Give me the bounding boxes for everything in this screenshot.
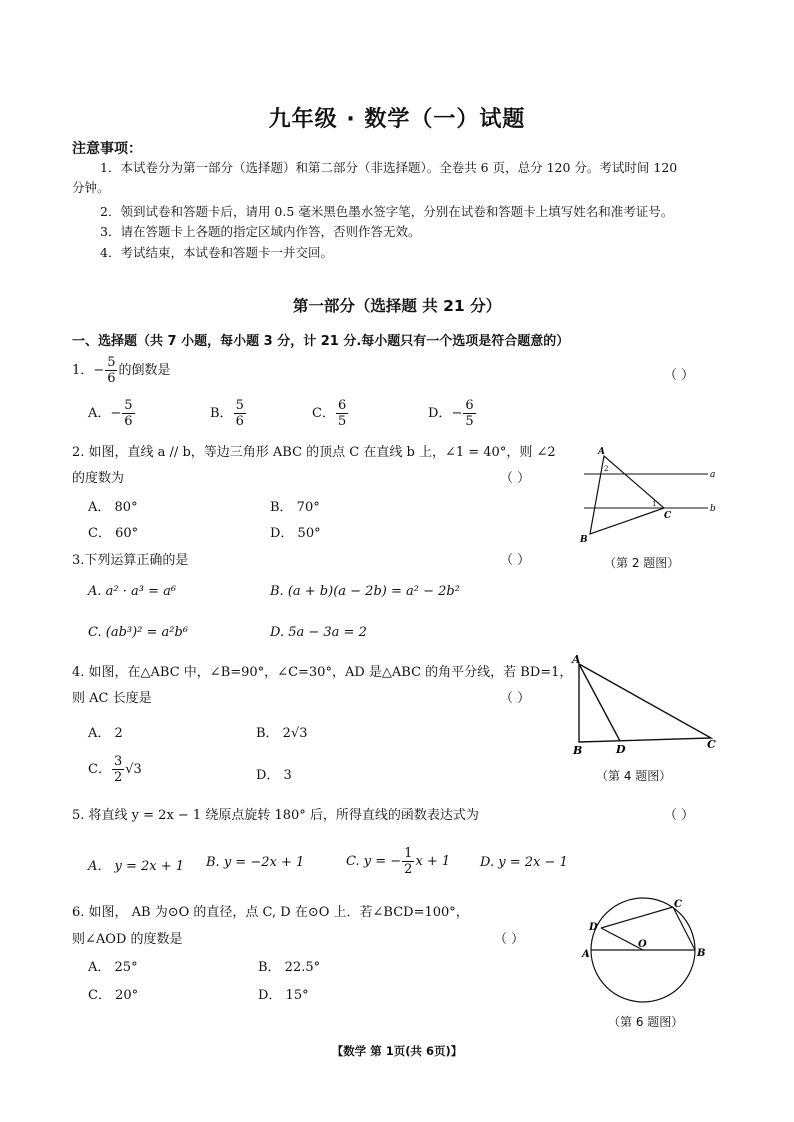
q6-option-d[interactable]: D． 15° xyxy=(258,988,309,1003)
q2-label-b-vertex: B xyxy=(580,535,588,545)
q6-label-d-point: D xyxy=(589,922,598,933)
q1-option-c-label: C． xyxy=(312,406,335,421)
q4-option-d[interactable]: D． 3 xyxy=(256,768,292,783)
q5-option-b[interactable]: B. y = −2x + 1 xyxy=(206,855,305,870)
q6-label-a-point: A xyxy=(582,949,590,960)
q1-option-d-den: 5 xyxy=(465,414,474,429)
q6-stem-line1: 6. 如图， AB 为⊙O 的直径，点 C, D 在⊙O 上．若∠BCD=100°， xyxy=(72,905,469,920)
q3-stem: 3.下列运算正确的是 xyxy=(72,553,189,568)
q4-option-c-root: √3 xyxy=(125,762,142,777)
q1-option-a-frac xyxy=(122,398,134,429)
q6-option-c[interactable]: C． 20° xyxy=(88,988,139,1003)
q2-answer-paren: （ ） xyxy=(500,471,531,486)
q1-option-a-label: A． xyxy=(88,406,111,421)
q3-option-a[interactable]: A. a² · a³ = a⁶ xyxy=(88,584,177,599)
q1-number: 1． xyxy=(72,363,94,378)
q5-stem: 5. 将直线 y = 2x − 1 绕原点旋转 180° 后，所得直线的函数表达式为 xyxy=(72,808,479,823)
note-item-4: 4．考试结束，本试卷和答题卡一并交回。 xyxy=(100,245,333,260)
q1-option-c-num: 6 xyxy=(337,398,347,413)
q1-option-d[interactable] xyxy=(428,398,477,429)
q4-stem-line1: 4. 如图，在△ABC 中，∠B=90°，∠C=30°，AD 是△ABC 的角平分线，若 BD=1， xyxy=(72,665,573,680)
q4-label-b-vertex: B xyxy=(573,744,583,757)
q2-stem-line2: 的度数为 xyxy=(72,471,125,486)
chord-dc xyxy=(601,907,673,928)
q1-option-a-num: 5 xyxy=(124,398,133,413)
q6-figure xyxy=(576,896,716,1012)
triangle-abc-right xyxy=(579,664,711,742)
q2-label-line-b: b xyxy=(710,504,716,514)
q6-label-c-point: C xyxy=(674,899,682,910)
q4-option-c-den: 2 xyxy=(113,770,123,785)
q2-caption: （第 2 题图） xyxy=(604,556,680,570)
q4-option-c[interactable] xyxy=(88,754,142,785)
q3-option-c[interactable]: C. (ab³)² = a²b⁶ xyxy=(88,625,189,640)
q1-frac-num: 5 xyxy=(107,355,116,370)
q2-label-line-a: a xyxy=(710,470,716,480)
section-title: 一、选择题（共 7 小题，每小题 3 分，计 21 分.每小题只有一个选项是符合题意的） xyxy=(72,334,570,349)
q1-answer-paren: （ ） xyxy=(664,368,695,383)
q1-option-d-num: 6 xyxy=(465,398,474,413)
q1-option-c[interactable] xyxy=(312,398,349,429)
q3-option-b[interactable]: B. (a + b)(a − 2b) = a² − 2b² xyxy=(270,584,460,599)
q1-frac-den: 6 xyxy=(107,371,116,386)
q2-stem-line1: 2. 如图，直线 a // b，等边三角形 ABC 的顶点 C 在直线 b 上，∠1 = 40°，则 ∠2 xyxy=(72,445,556,460)
q6-label-o-center: O xyxy=(638,939,647,950)
q4-stem-line2: 则 AC 长度是 xyxy=(72,691,152,706)
chord-cb xyxy=(673,907,695,950)
triangle-abc xyxy=(590,456,664,534)
q1-fraction xyxy=(105,355,117,386)
question-1 xyxy=(72,355,170,386)
q4-label-d-point: D xyxy=(616,743,626,756)
q1-sign: − xyxy=(93,363,105,378)
q2-option-d[interactable]: D． 50° xyxy=(270,526,321,541)
q4-figure xyxy=(566,650,726,758)
notes-heading: 注意事项： xyxy=(72,141,142,157)
q6-answer-paren: （ ） xyxy=(494,932,525,947)
note-item-3: 3．请在答题卡上各题的指定区域内作答，否则作答无效。 xyxy=(100,224,421,239)
q2-option-b[interactable]: B． 70° xyxy=(270,500,320,515)
q1-option-b[interactable] xyxy=(210,398,247,429)
q1-option-a-den: 6 xyxy=(124,414,133,429)
q2-option-a[interactable]: A． 80° xyxy=(88,500,138,515)
q1-option-d-label: D． xyxy=(428,406,452,421)
q5-option-c-label: C. y = − xyxy=(346,854,402,869)
q2-label-angle-2: 2 xyxy=(604,465,609,473)
q2-label-c-vertex: C xyxy=(664,511,672,521)
q1-option-b-frac xyxy=(234,398,246,429)
q6-label-b-point: B xyxy=(697,948,706,959)
q4-option-b[interactable]: B． 2√3 xyxy=(256,726,308,741)
q1-option-b-den: 6 xyxy=(235,414,244,429)
note-item-1: 1．本试卷分为第一部分（选择题）和第二部分（非选择题）。全卷共 6 页，总分 120 分。考试时间 120 xyxy=(100,160,678,175)
page-footer: 【数学 第 1页(共 6页)】 xyxy=(331,1044,463,1058)
q4-option-c-num: 3 xyxy=(113,754,123,769)
q5-option-c-tail: x + 1 xyxy=(415,854,451,869)
q5-option-d[interactable]: D. y = 2x − 1 xyxy=(480,855,568,870)
q4-option-c-label: C． xyxy=(88,762,111,777)
exam-title: 九年级 · 数学（一）试题 xyxy=(268,107,526,132)
q2-figure xyxy=(572,440,722,550)
q4-option-c-frac xyxy=(112,754,124,785)
radius-od xyxy=(601,928,643,950)
q4-label-c-vertex: C xyxy=(707,738,716,751)
q1-option-d-sign: − xyxy=(451,406,463,421)
q4-label-a-vertex: A xyxy=(572,653,581,666)
q4-caption: （第 4 题图） xyxy=(596,769,672,783)
q1-option-b-num: 5 xyxy=(235,398,244,413)
q6-caption: （第 6 题图） xyxy=(608,1015,684,1029)
q1-option-c-den: 5 xyxy=(337,414,347,429)
q5-option-c[interactable] xyxy=(346,846,450,877)
q1-option-a-sign: − xyxy=(110,406,122,421)
q1-option-b-label: B． xyxy=(210,406,233,421)
q6-option-a[interactable]: A． 25° xyxy=(88,960,138,975)
q4-answer-paren: （ ） xyxy=(500,691,531,706)
q5-option-c-num: 1 xyxy=(404,846,413,861)
note-item-1-cont: 分钟。 xyxy=(72,180,110,195)
q5-answer-paren: （ ） xyxy=(664,808,695,823)
note-item-2: 2．领到试卷和答题卡后，请用 0.5 毫米黑色墨水签字笔，分别在试卷和答题卡上填写姓名和准考证号。 xyxy=(100,204,674,219)
q6-option-b[interactable]: B． 22.5° xyxy=(258,960,321,975)
q2-option-c[interactable]: C． 60° xyxy=(88,526,139,541)
q2-label-angle-1: 1 xyxy=(652,500,657,508)
q6-stem-line2: 则∠AOD 的度数是 xyxy=(72,932,183,947)
q1-option-d-frac xyxy=(463,398,475,429)
q2-label-a-vertex: A xyxy=(598,447,605,457)
q3-answer-paren: （ ） xyxy=(500,553,531,568)
q1-option-c-frac xyxy=(336,398,348,429)
q5-option-a[interactable]: A． y = 2x + 1 xyxy=(88,859,185,874)
q5-option-c-den: 2 xyxy=(404,862,413,877)
q4-option-a[interactable]: A． 2 xyxy=(88,726,123,741)
q1-option-a[interactable] xyxy=(88,398,136,429)
q3-option-d[interactable]: D. 5a − 3a = 2 xyxy=(270,625,367,640)
q5-option-c-frac xyxy=(402,846,414,877)
q1-text: 的倒数是 xyxy=(118,363,171,378)
part-one-title: 第一部分（选择题 共 21 分） xyxy=(292,297,502,315)
